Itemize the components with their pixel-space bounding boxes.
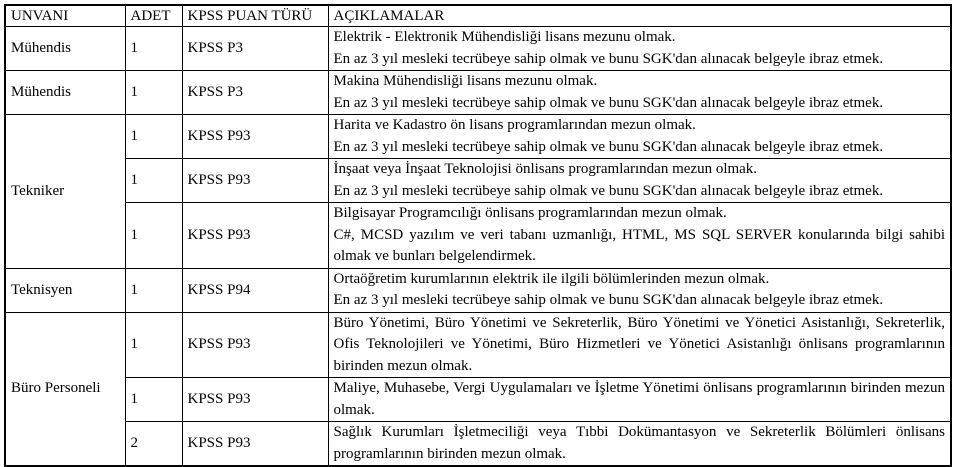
- description-line: En az 3 yıl mesleki tecrübeye sahip olmak ve bunu SGK'dan alınacak belgeyle ibraz etmek.: [333, 94, 884, 111]
- aciklamalar-cell: [328, 27, 951, 71]
- adet-cell: 1: [125, 27, 182, 71]
- table-row: [5, 27, 951, 71]
- kpss-cell: KPSS P94: [182, 268, 328, 312]
- table-row: [5, 422, 951, 467]
- table-row: [5, 71, 951, 115]
- unvani-cell: Büro Personeli: [5, 312, 125, 466]
- description-line: Büro Yönetimi, Büro Yönetimi ve Sekreterlik, Büro Yönetimi ve Yönetici Asistanlığı, Sekreterlik, Ofis Teknolojileri ve Yönetimi, Büro Hizmetleri ve Yönetici Asistanlığı önlisans programlarının birinden mezun olmak.: [333, 314, 945, 374]
- unvani-cell: Tekniker: [5, 115, 125, 269]
- description-line: En az 3 yıl mesleki tecrübeye sahip olmak ve bunu SGK'dan alınacak belgeyle ibraz etmek.: [333, 292, 884, 308]
- table-row: [5, 203, 951, 269]
- adet-cell: 1: [125, 378, 182, 422]
- unvani-cell: Mühendis: [5, 71, 125, 115]
- description-line: Bilgisayar Programcılığı önlisans programlarından mezun olmak.: [333, 205, 727, 221]
- description-line: En az 3 yıl mesleki tecrübeye sahip olmak ve bunu SGK'dan alınacak belgeyle ibraz etmek.: [333, 138, 884, 155]
- column-header-unvani: UNVANI: [5, 5, 125, 27]
- aciklamalar-cell: [328, 203, 951, 269]
- job-positions-table: [4, 4, 952, 467]
- unvani-cell: Teknisyen: [5, 268, 125, 312]
- description-line: Makina Mühendisliği lisans mezunu olmak.: [333, 73, 598, 89]
- aciklamalar-cell: [328, 71, 951, 115]
- table-row: [5, 115, 951, 159]
- aciklamalar-cell: [328, 422, 951, 467]
- adet-cell: 2: [125, 422, 182, 467]
- description-line: Elektrik - Elektronik Mühendisliği lisans mezunu olmak.: [333, 29, 676, 45]
- adet-cell: 1: [125, 203, 182, 269]
- kpss-cell: KPSS P93: [182, 159, 328, 203]
- aciklamalar-cell: [328, 115, 951, 159]
- kpss-cell: KPSS P93: [182, 422, 328, 467]
- description-line: C#, MCSD yazılım ve veri tabanı uzmanlığı, HTML, MS SQL SERVER konularında bilgi sahibi olmak ve bunları belgelendirmek.: [333, 226, 945, 264]
- kpss-cell: KPSS P93: [182, 203, 328, 269]
- adet-cell: 1: [125, 159, 182, 203]
- kpss-cell: KPSS P93: [182, 378, 328, 422]
- kpss-cell: KPSS P93: [182, 115, 328, 159]
- table-row: [5, 159, 951, 203]
- aciklamalar-cell: [328, 159, 951, 203]
- table-row: [5, 312, 951, 378]
- aciklamalar-cell: [328, 312, 951, 378]
- adet-cell: 1: [125, 71, 182, 115]
- adet-cell: 1: [125, 312, 182, 378]
- unvani-cell: Mühendis: [5, 27, 125, 71]
- table-row: [5, 378, 951, 422]
- description-line: Sağlık Kurumları İşletmeciliği veya Tıbbi Dokümantasyon ve Sekreterlik Bölümleri önlisans programlarının birinden mezun olmak.: [333, 424, 945, 462]
- description-line: En az 3 yıl mesleki tecrübeye sahip olmak ve bunu SGK'dan alınacak belgeyle ibraz etmek.: [333, 50, 884, 67]
- kpss-cell: KPSS P3: [182, 27, 328, 71]
- table-row: [5, 268, 951, 312]
- description-line: Harita ve Kadastro ön lisans programlarından mezun olmak.: [333, 117, 696, 133]
- kpss-cell: KPSS P3: [182, 71, 328, 115]
- aciklamalar-cell: [328, 268, 951, 312]
- description-line: En az 3 yıl mesleki tecrübeye sahip olmak ve bunu SGK'dan alınacak belgeyle ibraz etmek.: [333, 182, 884, 199]
- column-header-adet: ADET: [125, 5, 182, 27]
- kpss-cell: KPSS P93: [182, 312, 328, 378]
- aciklamalar-cell: [328, 378, 951, 422]
- description-line: Maliye, Muhasebe, Vergi Uygulamaları ve İşletme Yönetimi önlisans programlarının birinden mezun olmak.: [333, 380, 945, 418]
- table-header-row: [5, 5, 951, 27]
- description-line: İnşaat veya İnşaat Teknolojisi önlisans programlarından mezun olmak.: [333, 161, 758, 177]
- column-header-kpss: KPSS PUAN TÜRÜ: [182, 5, 328, 27]
- column-header-aciklamalar: AÇIKLAMALAR: [328, 5, 951, 27]
- adet-cell: 1: [125, 268, 182, 312]
- description-line: Ortaöğretim kurumlarının elektrik ile ilgili bölümlerinden mezun olmak.: [333, 270, 770, 287]
- adet-cell: 1: [125, 115, 182, 159]
